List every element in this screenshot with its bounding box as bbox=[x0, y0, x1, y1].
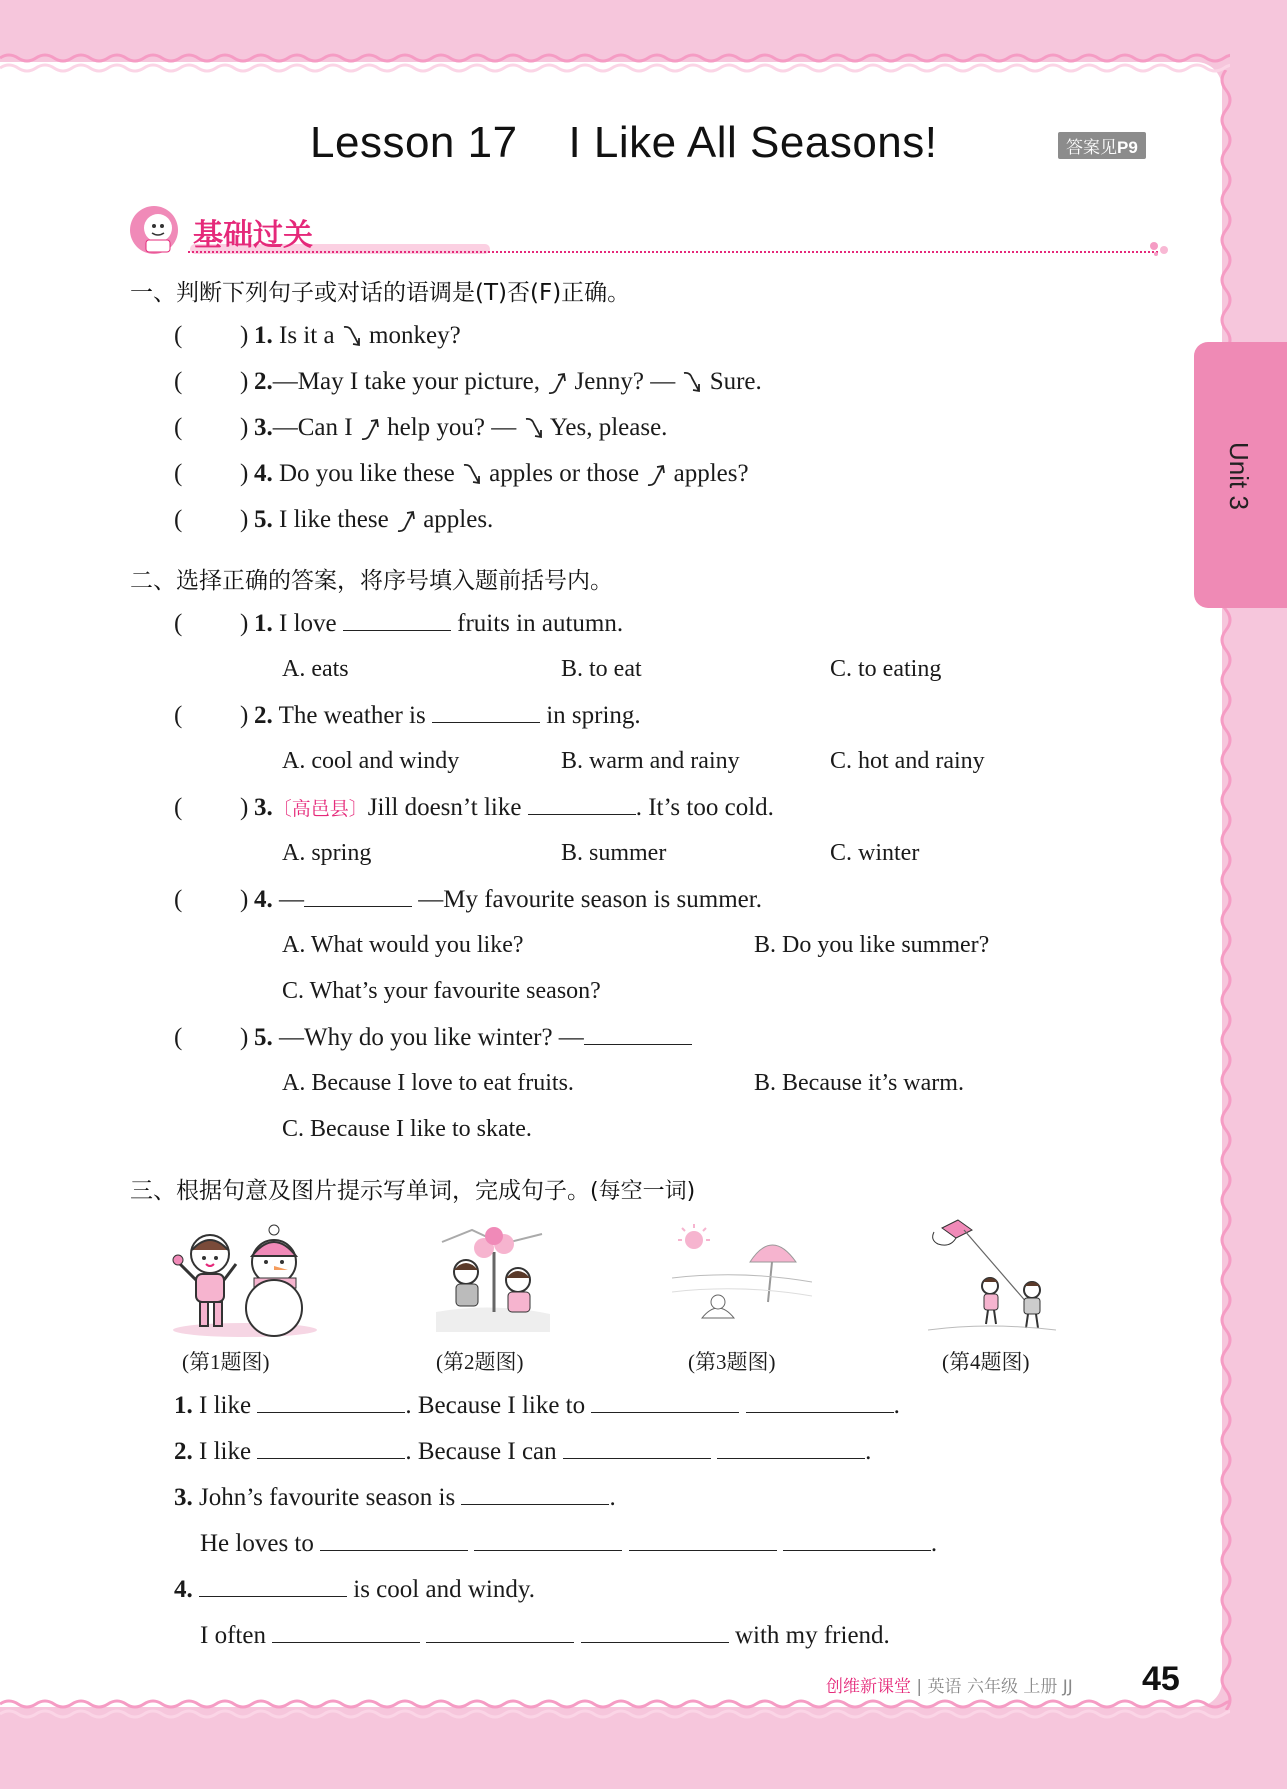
answer-blank[interactable] bbox=[717, 1438, 865, 1459]
footer-brand: 创维新课堂 bbox=[826, 1677, 911, 1697]
part1-heading: 一、判断下列句子或对话的语调是(T)否(F)正确。 bbox=[130, 280, 631, 306]
option-c: C. Because I like to skate. bbox=[282, 1116, 532, 1142]
rising-intonation-icon bbox=[645, 462, 667, 488]
falling-intonation-icon bbox=[461, 462, 483, 488]
answer-blank[interactable] bbox=[528, 794, 636, 815]
region-tag: 〔高邑县〕 bbox=[272, 798, 368, 820]
answer-blank[interactable] bbox=[746, 1392, 894, 1413]
option-a: A. What would you like? bbox=[282, 932, 524, 958]
section-label: 基础过关 bbox=[193, 218, 313, 253]
answer-reference: 答案见P9 bbox=[1058, 132, 1146, 159]
part1-q1-text: 1. Is it a monkey? bbox=[254, 322, 461, 349]
option-c: C. winter bbox=[830, 840, 920, 866]
wavy-border-right bbox=[1210, 70, 1244, 1710]
answer-blank[interactable] bbox=[272, 1622, 420, 1643]
answer-blank[interactable] bbox=[563, 1438, 711, 1459]
answer-blank[interactable] bbox=[584, 1024, 692, 1045]
answer-blank[interactable] bbox=[343, 610, 451, 631]
option-b: B. warm and rainy bbox=[561, 748, 740, 774]
falling-intonation-icon bbox=[681, 370, 703, 396]
section-header bbox=[128, 204, 1168, 256]
part3-q3-line2: He loves to . bbox=[200, 1530, 938, 1557]
answer-blank[interactable] bbox=[629, 1530, 777, 1551]
answer-blank[interactable] bbox=[257, 1392, 405, 1413]
option-c: C. hot and rainy bbox=[830, 748, 985, 774]
rising-intonation-icon bbox=[359, 416, 381, 442]
rising-intonation-icon bbox=[395, 508, 417, 534]
answer-blank[interactable] bbox=[581, 1622, 729, 1643]
answer-blank[interactable] bbox=[426, 1622, 574, 1643]
wavy-border-top bbox=[0, 44, 1230, 84]
picture-4-kite bbox=[928, 1214, 1056, 1334]
part3-q2: 2. I like . Because I can . bbox=[174, 1438, 872, 1465]
unit-tab[interactable] bbox=[1194, 342, 1287, 608]
part3-q4: 4. is cool and windy. bbox=[174, 1576, 535, 1603]
lesson-title: Lesson 17 I Like All Seasons! bbox=[310, 118, 938, 167]
option-b: B. Because it’s warm. bbox=[754, 1070, 964, 1096]
caption-2: (第2题图) bbox=[436, 1350, 524, 1374]
picture-2-planting bbox=[432, 1222, 554, 1334]
falling-intonation-icon bbox=[523, 416, 545, 442]
answer-blank[interactable] bbox=[257, 1438, 405, 1459]
answer-blank[interactable] bbox=[474, 1530, 622, 1551]
answer-blank[interactable] bbox=[199, 1576, 347, 1597]
option-c: C. to eating bbox=[830, 656, 942, 682]
answer-blank[interactable] bbox=[432, 702, 540, 723]
workbook-page: Lesson 17 I Like All Seasons! 答案见P9 Unit 3 基础过关 一、判断下列句子或对话的语调是(T)否(F)正确。 ( ) 1. Is it a monkey? ( ) 2.—May I take your picture, Jenny? — Sure. ( ) 3.—Can I help you? — Yes, please. ( ) 4. Do you like these apples or those apples? ( ) 5. I like these apples. 二、选择正确的答案，将序号填入题前括号内。 ( ) 1. I love fruits in autumn. A. eats B. to eat C. to eating ( ) 2. The weather is in spring. A. cool and windy B. warm and rainy C. hot and rainy ( ) 3.〔高邑县〕Jill doesn’t like . It’s too cold. A. spring B. summer C. winter ( ) 4. — —My favourite season is summer. A. What would you like? B. Do you like summer? C. What’s your favourite season? ( ) 5. —Why do you like winter? — A. Because I love to eat fruits. B. Because it’s warm. C. Because I like to skate. 三、根据句意及图片提示写单词，完成句子。(每空一词) (第1题图) (第2题图) (第3题图) (第4题图) 1. I like . Because I like to . 2. I like . Because I can . 3. John’s favourite season is . He loves to . 4. is cool and windy. I often with my friend. 创维新课堂 | 英语 六年级 上册 JJ 45 bbox=[0, 0, 1287, 1789]
part3-heading: 三、根据句意及图片提示写单词，完成句子。(每空一词) bbox=[130, 1178, 696, 1204]
option-b: B. to eat bbox=[561, 656, 642, 682]
answer-blank[interactable] bbox=[783, 1530, 931, 1551]
picture-1-snowman bbox=[170, 1222, 320, 1338]
answer-blank[interactable] bbox=[320, 1530, 468, 1551]
dots-icon bbox=[1148, 240, 1178, 256]
caption-1: (第1题图) bbox=[182, 1350, 270, 1374]
picture-3-beach bbox=[672, 1222, 812, 1334]
option-b: B. summer bbox=[561, 840, 667, 866]
option-c: C. What’s your favourite season? bbox=[282, 978, 601, 1004]
part3-q4-line2: I often with my friend. bbox=[200, 1622, 890, 1649]
option-b: B. Do you like summer? bbox=[754, 932, 990, 958]
option-a: A. Because I love to eat fruits. bbox=[282, 1070, 574, 1096]
option-a: A. cool and windy bbox=[282, 748, 460, 774]
footer-info: 英语 六年级 上册 JJ bbox=[927, 1677, 1073, 1697]
falling-intonation-icon bbox=[341, 324, 363, 350]
caption-3: (第3题图) bbox=[688, 1350, 776, 1374]
option-a: A. spring bbox=[282, 840, 372, 866]
rising-intonation-icon bbox=[546, 370, 568, 396]
page-number: 45 bbox=[1142, 1660, 1180, 1698]
caption-4: (第4题图) bbox=[942, 1350, 1030, 1374]
mascot-icon bbox=[128, 204, 188, 256]
answer-blank[interactable] bbox=[591, 1392, 739, 1413]
part2-heading: 二、选择正确的答案，将序号填入题前括号内。 bbox=[130, 568, 613, 594]
option-a: A. eats bbox=[282, 656, 349, 682]
answer-blank[interactable] bbox=[461, 1484, 609, 1505]
part3-q1: 1. I like . Because I like to . bbox=[174, 1392, 900, 1419]
footer: 创维新课堂 | 英语 六年级 上册 JJ bbox=[826, 1677, 1073, 1697]
unit-tab-label: Unit 3 bbox=[1224, 442, 1254, 510]
answer-blank[interactable] bbox=[304, 886, 412, 907]
part3-q3: 3. John’s favourite season is . bbox=[174, 1484, 616, 1511]
